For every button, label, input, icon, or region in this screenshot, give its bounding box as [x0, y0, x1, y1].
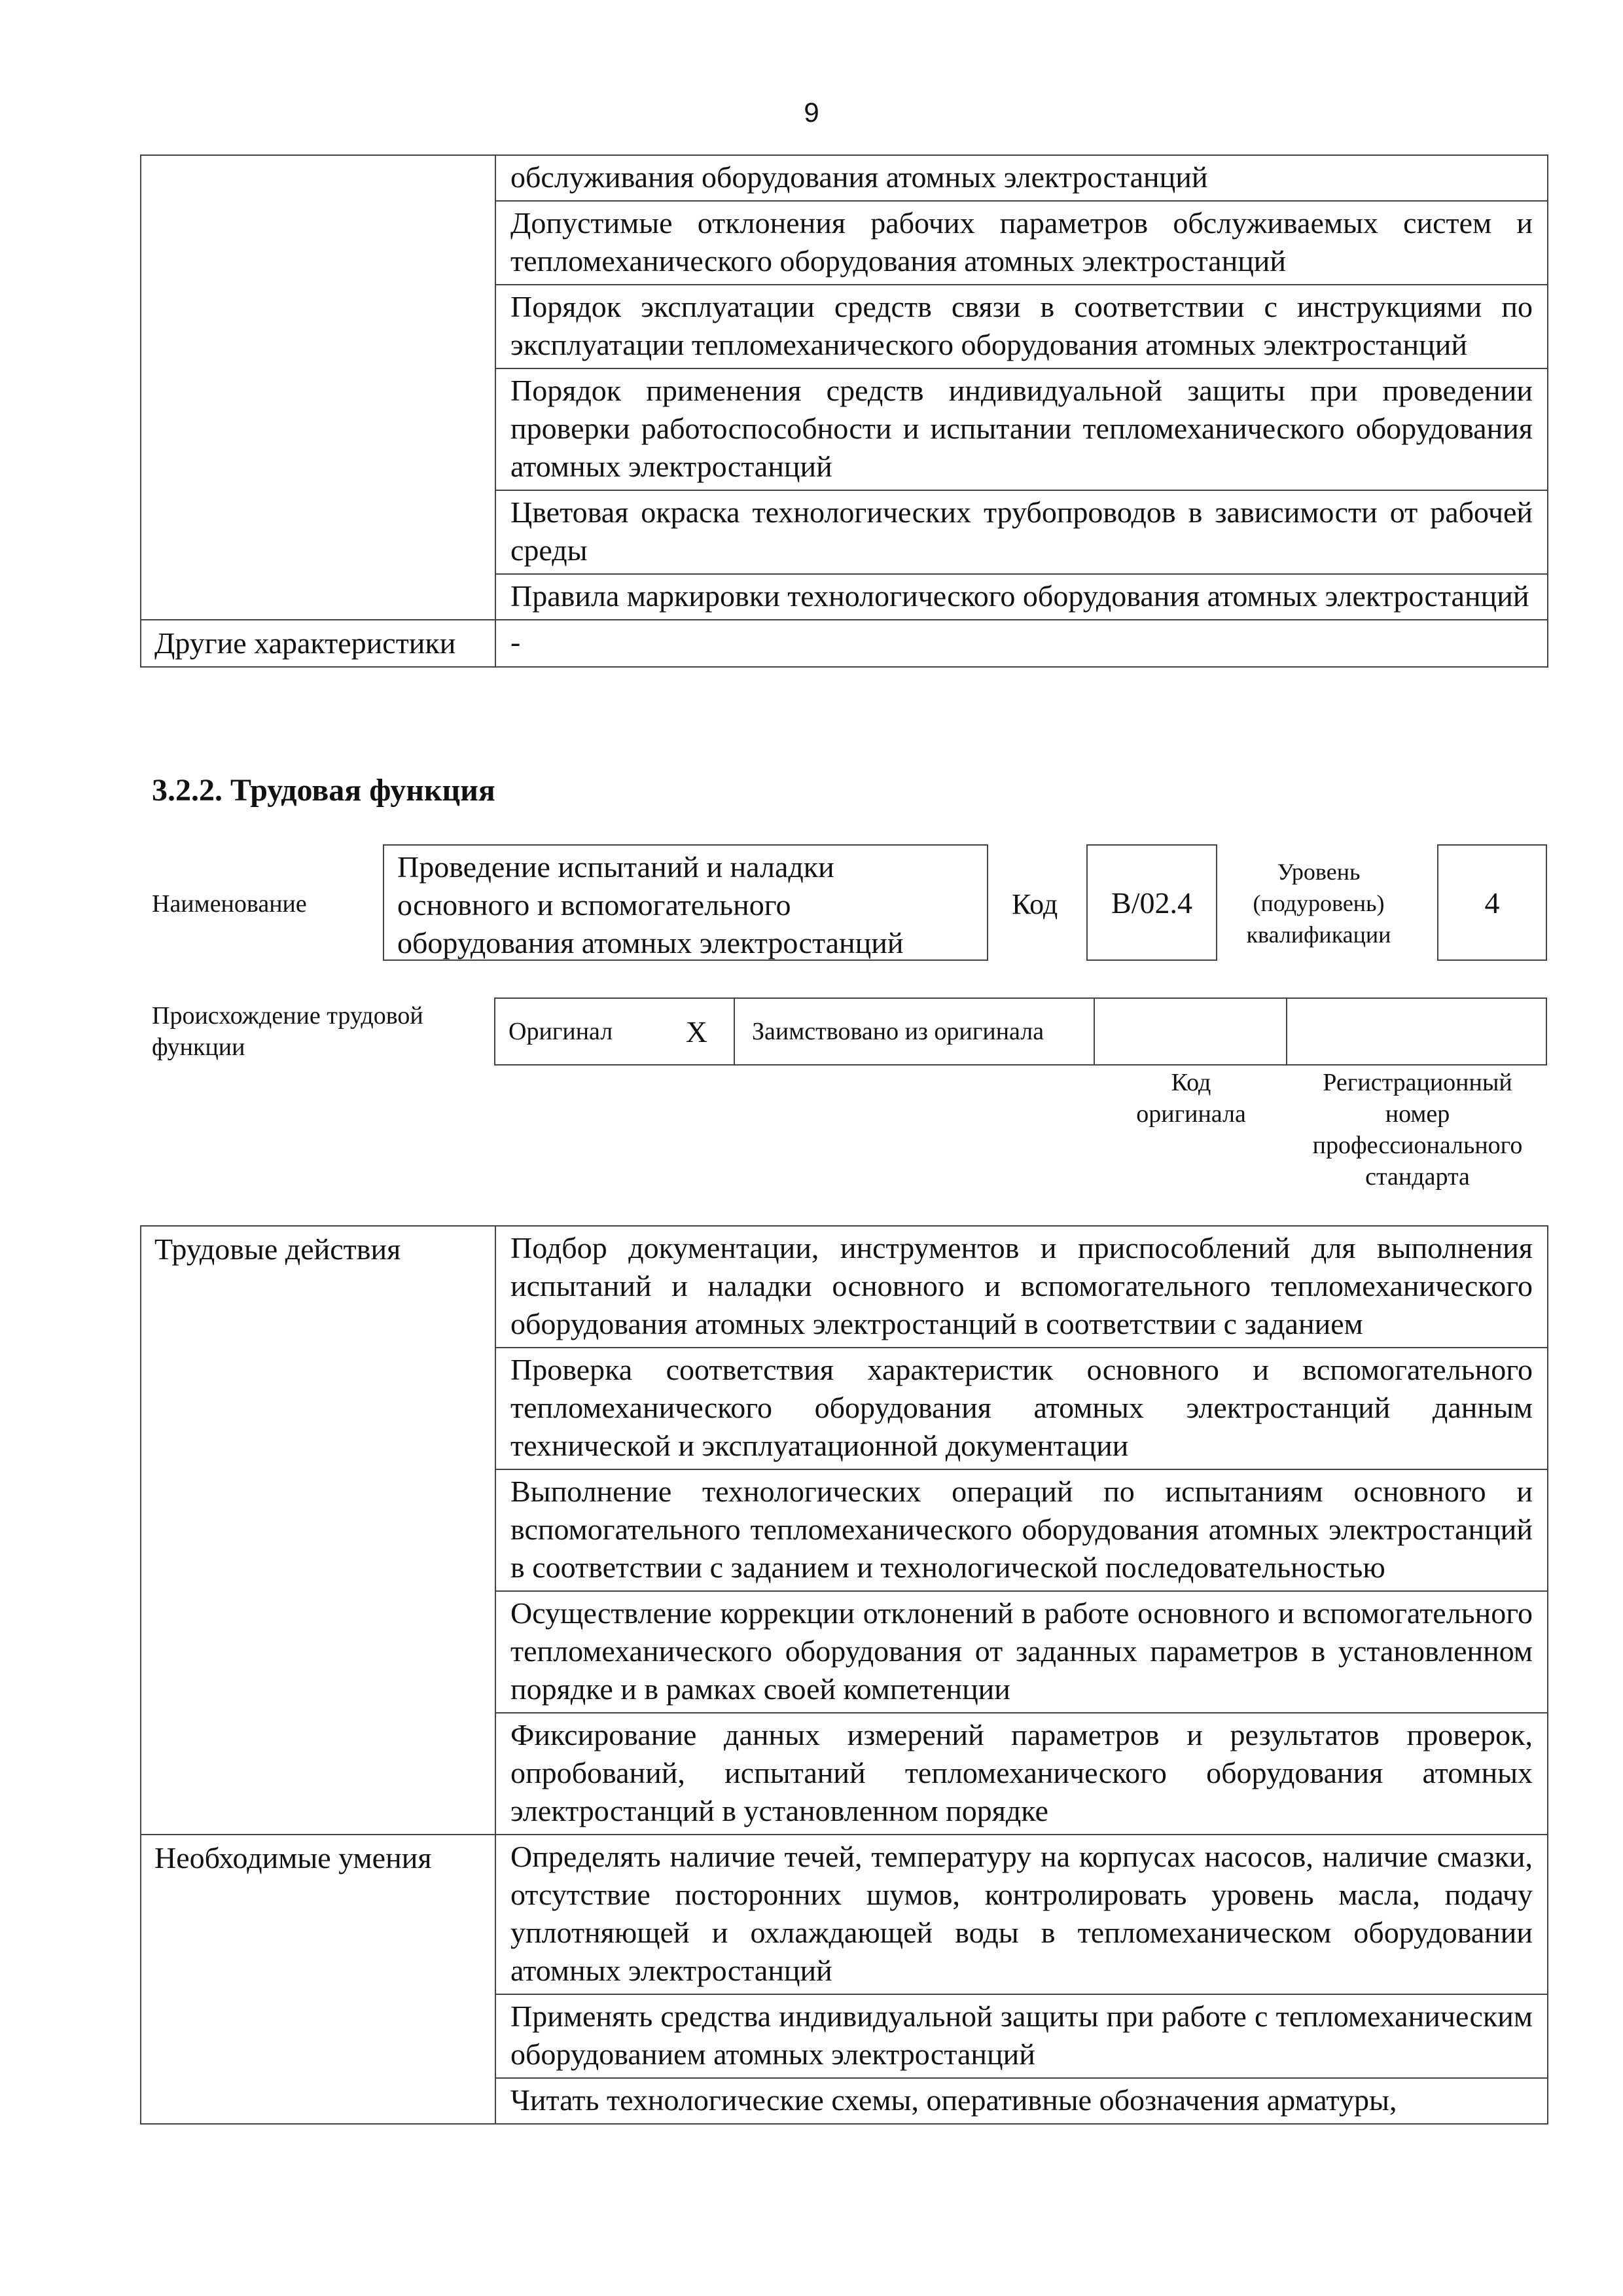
level-box: [1437, 844, 1547, 961]
main-table-row-label: Необходимые умения: [141, 1835, 495, 2124]
code-value: B/02.4: [1111, 886, 1192, 920]
top-table-row-label: [141, 155, 495, 620]
reg-number-caption: Регистрационный номер профессионального стандарта: [1312, 1069, 1523, 1191]
top-characteristics-table: [140, 154, 1548, 668]
function-name-value: Проведение испытаний и наладки основного и вспомогательного оборудования атомных электростанций: [397, 850, 904, 960]
origin-borrowed-cell: [734, 997, 1095, 1066]
origin-original-cell: [494, 997, 735, 1066]
level-label: Уровень (подуровень) квалификации: [1246, 859, 1391, 948]
top-table-item: Порядок эксплуатации средств связи в соответствии с инструкциями по эксплуатации тепломеханического оборудования атомных электростанций: [495, 285, 1548, 368]
top-table-item: Цветовая окраска технологических трубопроводов в зависимости от рабочей среды: [495, 490, 1548, 574]
top-table-item: Допустимые отклонения рабочих параметров обслуживаемых систем и тепломеханического оборудования атомных электростанций: [495, 201, 1548, 285]
top-table-row: [141, 155, 1548, 201]
main-table-row-label: Трудовые действия: [141, 1226, 495, 1835]
name-label: Наименование: [152, 890, 307, 918]
code-original-caption: Код оригинала: [1136, 1069, 1246, 1128]
top-table-row-label: Другие характеристики: [141, 620, 495, 667]
main-table-row: [141, 1835, 1548, 1994]
top-table-item: Правила маркировки технологического оборудования атомных электростанций: [495, 574, 1548, 620]
top-table-row: [141, 620, 1548, 667]
top-table-item: обслуживания оборудования атомных электростанций: [495, 155, 1548, 201]
top-table-item: Порядок применения средств индивидуальной защиты при проведении проверки работоспособности и испытании тепломеханического оборудования атомных электростанций: [495, 368, 1548, 490]
original-label: Оригинал: [508, 1018, 613, 1045]
original-mark: X: [685, 1014, 707, 1049]
main-table-item: Осуществление коррекции отклонений в работе основного и вспомогательного тепломеханического оборудования от заданных параметров в установленном порядке и в рамках своей компетенции: [495, 1591, 1548, 1713]
main-table-row: [141, 1226, 1548, 1348]
origin-label: Происхождение трудовой функции: [152, 1002, 423, 1061]
section-title: 3.2.2. Трудовая функция: [152, 773, 495, 808]
code-box: [1086, 844, 1217, 961]
main-table-item: Определять наличие течей, температуру на корпусах насосов, наличие смазки, отсутствие посторонних шумов, контролировать уровень масла, подачу уплотняющей и охлаждающей воды в тепломеханическом оборудовании атомных электростанций: [495, 1835, 1548, 1994]
main-table-item: Подбор документации, инструментов и приспособлений для выполнения испытаний и наладки основного и вспомогательного тепломеханического оборудования атомных электростанций в соответствии с заданием: [495, 1226, 1548, 1348]
page-number: 9: [804, 97, 819, 128]
main-table-item: Фиксирование данных измерений параметров и результатов проверок, опробований, испытаний тепломеханического оборудования атомных электростанций в установленном порядке: [495, 1713, 1548, 1835]
origin-reg-cell: [1286, 997, 1547, 1066]
main-table-item: Проверка соответствия характеристик основного и вспомогательного тепломеханического оборудования атомных электростанций данным технической и эксплуатационной документации: [495, 1348, 1548, 1469]
code-label: Код: [1012, 888, 1058, 920]
borrowed-label: Заимствовано из оригинала: [752, 1018, 1044, 1045]
main-table-item: Читать технологические схемы, оперативные обозначения арматуры,: [495, 2078, 1548, 2124]
level-value: 4: [1484, 886, 1500, 920]
main-table-item: Применять средства индивидуальной защиты при работе с тепломеханическим оборудованием атомных электростанций: [495, 1994, 1548, 2078]
top-table-item: -: [495, 620, 1548, 667]
origin-code-cell: [1094, 997, 1287, 1066]
main-function-table: [140, 1225, 1548, 2125]
function-name-box: [383, 844, 988, 961]
main-table-item: Выполнение технологических операций по испытаниям основного и вспомогательного тепломеханического оборудования атомных электростанций в соответствии с заданием и технологической последовательностью: [495, 1469, 1548, 1591]
